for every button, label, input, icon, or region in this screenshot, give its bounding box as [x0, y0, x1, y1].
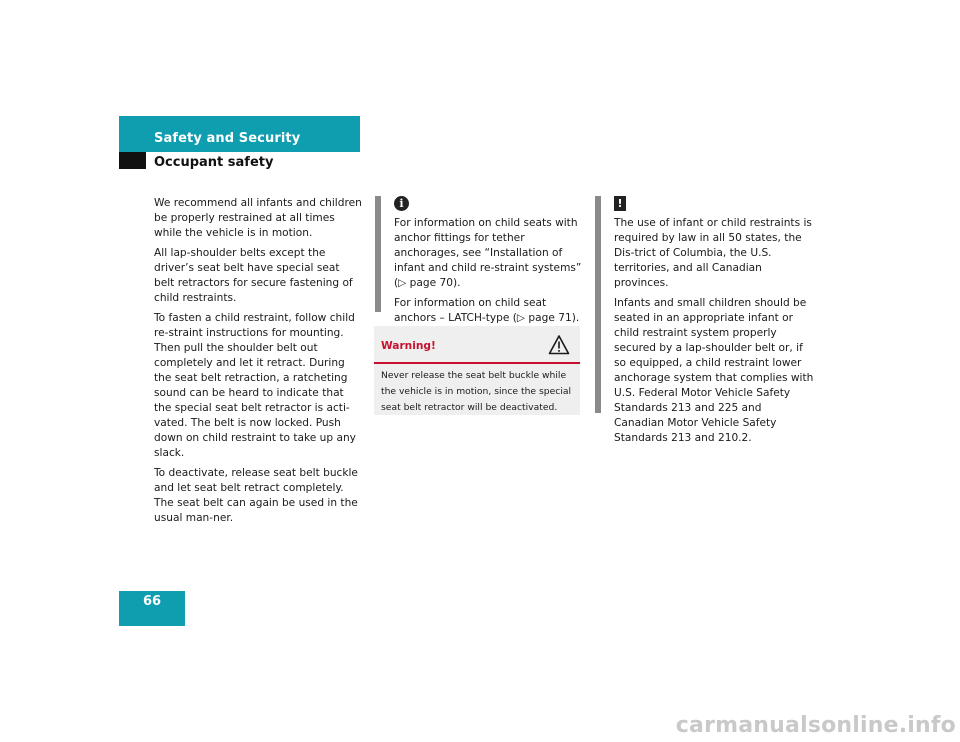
section-title: Safety and Security [154, 131, 301, 146]
main-paragraph: To deactivate, release seat belt buckle and let seat belt retract completely. The seat belt can again be used in the usual man-ner. [154, 467, 358, 524]
subsection-marker [119, 152, 146, 169]
note-box [595, 196, 816, 444]
note-paragraph: The use of infant or child restraints is required by law in all 50 states, the Dis-trict of Columbia, the U.S. territories, and all Canadian provinces. [614, 217, 812, 289]
info-text [394, 216, 589, 331]
exclamation-icon: ! [614, 196, 626, 211]
page-number-box [119, 591, 185, 626]
warning-box [374, 326, 580, 415]
info-icon: i [394, 196, 409, 211]
note-text [614, 216, 814, 451]
subsection-title: Occupant safety [154, 155, 274, 170]
main-paragraph: We recommend all infants and children be properly restrained at all times while the vehicle is in motion. [154, 197, 362, 239]
warning-text: Never release the seat belt buckle while the vehicle is in motion, since the special seat belt retractor will be deactivated. [381, 370, 572, 413]
main-paragraph: All lap-shoulder belts except the driver’s seat belt have special seat belt retractors for secure fastening of child restraints. [154, 247, 353, 304]
warning-divider [374, 362, 580, 364]
watermark: carmanualsonline.info [675, 713, 956, 738]
page-number: 66 [142, 594, 162, 609]
warning-triangle-icon [548, 334, 570, 356]
warning-title: Warning! [381, 340, 436, 352]
main-text-column [154, 196, 362, 531]
note-paragraph: Infants and small children should be seated in an appropriate infant or child restraint system properly secured by a lap-shoulder belt or, if so equipped, a child restraint lower anchorage system that complies with U.S. Federal Motor Vehicle Safety Standards 213 and 225 and Canadian Motor Vehicle Safety Standards 213 and 210.2. [614, 297, 814, 444]
info-box [375, 196, 586, 324]
main-paragraph: To fasten a child restraint, follow child re-straint instructions for mounting. Then pull the shoulder belt out completely and let it retract. During the seat belt retraction, a ratcheting sound can be heard to indicate that the special seat belt retractor is acti-vated. The belt is now locked. Push down on child restraint to take up any slack. [154, 312, 356, 459]
info-paragraph: For information on child seats with anchor fittings for tether anchorages, see “Installation of infant and child re-straint systems” (▷ page 70). [394, 217, 582, 289]
info-paragraph: For information on child seat anchors – LATCH-type (▷ page 71). [394, 297, 580, 324]
